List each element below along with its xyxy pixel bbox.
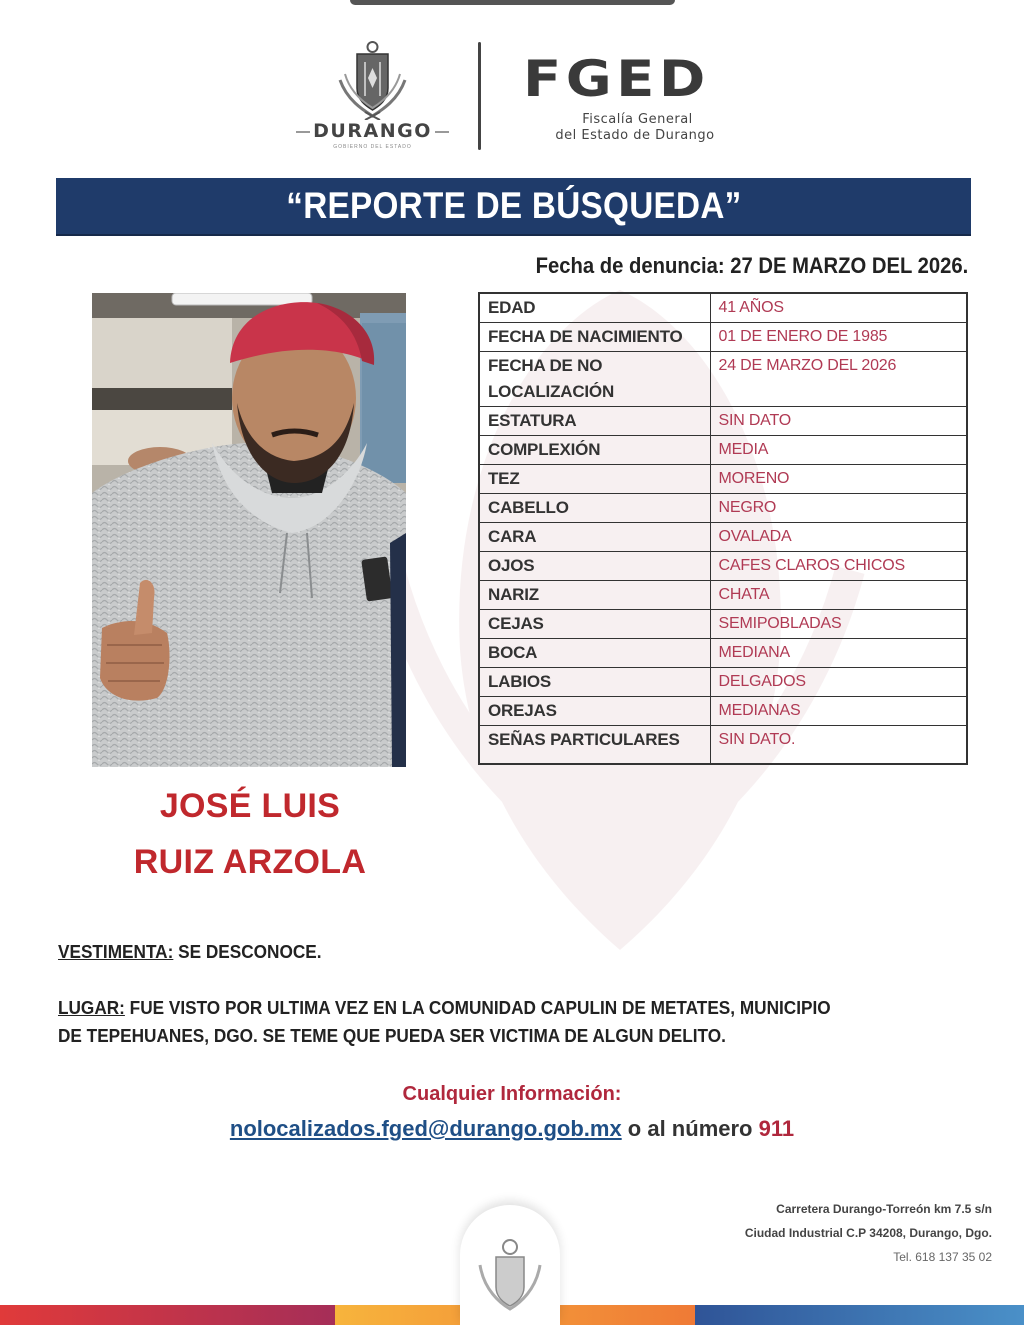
footer-bar-blue: [695, 1305, 1024, 1325]
table-row: [479, 407, 967, 436]
detail-value: 01 DE ENERO DE 1985: [710, 323, 967, 352]
contact-line: [0, 1116, 1024, 1142]
durango-crest-icon: [335, 40, 410, 120]
detail-value: SIN DATO: [710, 407, 967, 436]
table-row: [479, 726, 967, 765]
table-row: [479, 436, 967, 465]
table-row: [479, 323, 967, 352]
detail-label: CARA: [479, 523, 710, 552]
detail-label: CEJAS: [479, 610, 710, 639]
detail-value: MEDIANA: [710, 639, 967, 668]
footer-address: [745, 1197, 992, 1269]
detail-value: 41 AÑOS: [710, 293, 967, 323]
title-band: [56, 178, 971, 236]
person-photo-illustration-icon: [92, 293, 406, 767]
clothing-info: [58, 938, 322, 966]
detail-value: CAFES CLAROS CHICOS: [710, 552, 967, 581]
table-row: [479, 523, 967, 552]
detail-label: TEZ: [479, 465, 710, 494]
details-table: [478, 292, 968, 765]
person-last-name: RUIZ ARZOLA: [133, 843, 367, 881]
footer-crest-icon: [460, 1205, 560, 1325]
table-row: [479, 552, 967, 581]
detail-value: 24 DE MARZO DEL 2026: [710, 352, 967, 407]
detail-label: OJOS: [479, 552, 710, 581]
address-phone: Tel. 618 137 35 02: [893, 1250, 992, 1264]
page-title: “REPORTE DE BÚSQUEDA”: [285, 185, 742, 226]
detail-label: FECHA DE NO LOCALIZACIÓN: [479, 352, 710, 407]
table-row: [479, 668, 967, 697]
header-logos: [280, 38, 760, 153]
table-row: [479, 697, 967, 726]
location-info-line2: [58, 1022, 726, 1050]
detail-value: OVALADA: [710, 523, 967, 552]
table-row: [479, 610, 967, 639]
emergency-number: 911: [758, 1116, 795, 1141]
table-row: [479, 293, 967, 323]
contact-connector: o al número: [621, 1116, 759, 1141]
footer-bar-red: [0, 1305, 335, 1325]
detail-value: CHATA: [710, 581, 967, 610]
detail-value: DELGADOS: [710, 668, 967, 697]
contact-email-link[interactable]: nolocalizados.fged@durango.gob.mx: [229, 1116, 622, 1141]
table-row: [479, 494, 967, 523]
fged-subtitle-line2: del Estado de Durango: [555, 128, 715, 143]
address-line1: Carretera Durango-Torreón km 7.5 s/n: [776, 1202, 992, 1216]
durango-subtitle: GOBIERNO DEL ESTADO: [333, 144, 412, 150]
detail-label: BOCA: [479, 639, 710, 668]
detail-label: LABIOS: [479, 668, 710, 697]
clothing-label: VESTIMENTA:: [58, 941, 174, 962]
top-edge-tab: [350, 0, 675, 5]
location-value-line2: DE TEPEHUANES, DGO. SE TEME QUE PUEDA SER VICTIMA DE ALGUN DELITO.: [58, 1025, 726, 1046]
address-line2: Ciudad Industrial C.P 34208, Durango, Dgo.: [744, 1226, 992, 1240]
durango-wordmark: DURANGO: [280, 120, 465, 142]
detail-value: SEMIPOBLADAS: [710, 610, 967, 639]
fged-subtitle-line1: Fiscalía General: [582, 112, 693, 127]
contact-title: Cualquier Información:: [402, 1083, 622, 1105]
location-value-line1: FUE VISTO POR ULTIMA VEZ EN LA COMUNIDAD CAPULIN DE METATES, MUNICIPIO: [124, 997, 831, 1018]
location-label: LUGAR:: [58, 997, 125, 1018]
detail-label: OREJAS: [479, 697, 710, 726]
table-row: [479, 639, 967, 668]
detail-label: SEÑAS PARTICULARES: [479, 726, 710, 765]
detail-label: NARIZ: [479, 581, 710, 610]
detail-label: ESTATURA: [479, 407, 710, 436]
table-row: [479, 465, 967, 494]
header-divider: [478, 42, 481, 150]
clothing-value: SE DESCONOCE.: [173, 941, 322, 962]
table-row: [479, 581, 967, 610]
durango-logo: [280, 38, 465, 153]
report-date: Fecha de denuncia: 27 DE MARZO DEL 2026.: [535, 253, 968, 278]
detail-label: FECHA DE NACIMIENTO: [479, 323, 710, 352]
missing-person-photo: [92, 293, 406, 767]
detail-value: MORENO: [710, 465, 967, 494]
person-name: [60, 778, 440, 890]
detail-label: COMPLEXIÓN: [479, 436, 710, 465]
fged-wordmark: FGED: [523, 50, 710, 108]
detail-value: NEGRO: [710, 494, 967, 523]
table-row: [479, 352, 967, 407]
detail-label: EDAD: [479, 293, 710, 323]
detail-label: CABELLO: [479, 494, 710, 523]
location-info-line1: [58, 994, 831, 1022]
person-first-name: JOSÉ LUIS: [159, 787, 341, 825]
detail-value: MEDIA: [710, 436, 967, 465]
footer-crest-badge: [460, 1205, 560, 1325]
detail-value: SIN DATO.: [710, 726, 967, 765]
detail-value: MEDIANAS: [710, 697, 967, 726]
